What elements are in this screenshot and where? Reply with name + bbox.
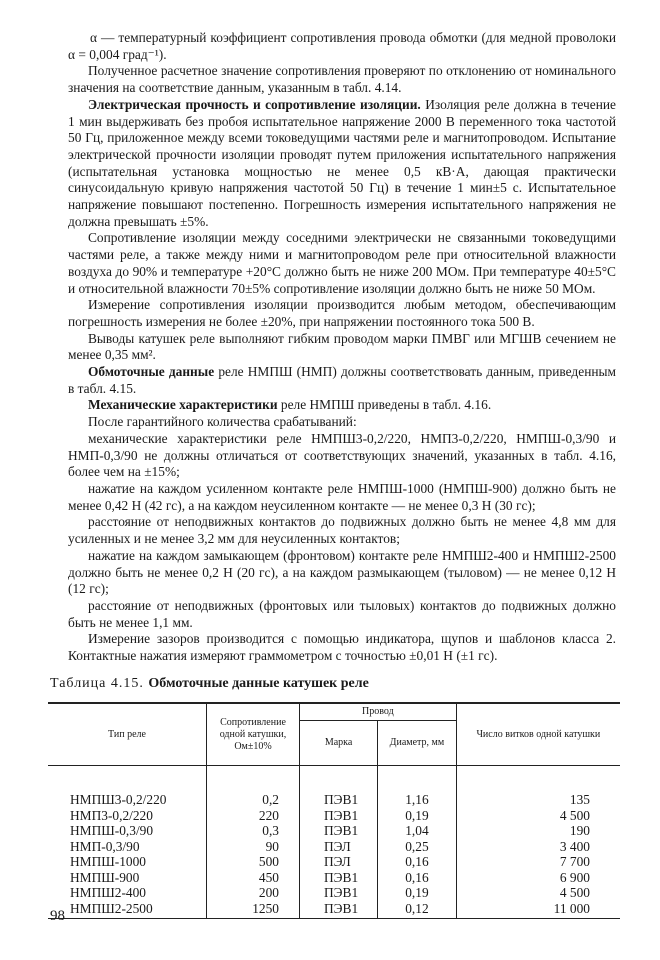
cell-resistance: 500 xyxy=(207,854,300,870)
header-wire: Провод xyxy=(300,703,457,721)
paragraph-text: реле НМПШ приведены в табл. 4.16. xyxy=(277,397,492,413)
paragraph: Полученное расчетное значение сопротивления проверяют по отклонению от номинального значения на соответствие данным, указанным в табл. 4.14. xyxy=(68,63,616,96)
cell-turns: 3 400 xyxy=(559,838,590,854)
table-row xyxy=(48,885,620,901)
text-body xyxy=(68,30,616,665)
paragraph: После гарантийного количества срабатываний: xyxy=(88,414,357,430)
cell-diameter: 0,19 xyxy=(378,885,457,901)
paragraph: Измерение сопротивления изоляции производится любым методом, обеспечивающим погрешность измерения не более ±20%, при напряжении постоянного тока 500 В. xyxy=(68,297,616,329)
paragraph: нажатие на каждом замыкающем (фронтовом) контакте реле НМПШ2-400 и НМПШ2-2500 должно быть не менее 0,2 Н (20 гс), а на каждом размыкающем (тыловом) — не менее 0,12 Н (12 гс); xyxy=(68,547,616,597)
cell-resistance: 0,3 xyxy=(207,823,300,839)
cell-mark: ПЭЛ xyxy=(300,854,378,870)
cell-mark: ПЭВ1 xyxy=(300,870,378,886)
winding-data-table xyxy=(48,702,620,919)
table-title: Обмоточные данные катушек реле xyxy=(148,676,369,691)
cell-diameter: 1,04 xyxy=(378,823,457,839)
cell-diameter: 0,16 xyxy=(378,870,457,886)
header-turns: Число витков одной катушки xyxy=(456,703,620,766)
paragraph: механические характеристики реле НМПШ3-0,2/220, НМП3-0,2/220, НМПШ-0,3/90 и НМП-0,3/90 не должны отличаться от соответствующих значений, указанных в табл. 4.16, более чем на ±15%; xyxy=(68,430,616,480)
cell-mark: ПЭВ1 xyxy=(300,766,378,808)
cell-turns: 190 xyxy=(569,823,590,838)
cell-type: НМПШ2-400 xyxy=(48,885,207,901)
cell-mark: ПЭВ1 xyxy=(300,808,378,824)
header-mark: Марка xyxy=(300,721,378,766)
cell-diameter: 0,25 xyxy=(378,839,457,855)
cell-turns: 4 500 xyxy=(559,885,590,900)
table-label: Таблица 4.15. xyxy=(50,676,144,691)
cell-resistance: 1250 xyxy=(207,901,300,919)
paragraph xyxy=(68,397,616,414)
table-row xyxy=(48,766,620,808)
cell-diameter: 0,19 xyxy=(378,808,457,824)
paragraph-text: Изоляция реле должна в течение 1 мин выдерживать без пробоя испытательное напряжение 2000 В переменного тока частотой 50 Гц, приложенное между всеми токоведущими частями реле и магнитопроводом. Испытание электрической прочности изоляции проводят путем приложения испытательного напряжения (испытательная установка мощностью не менее 0,5 кВ·А, дающая практически синусоидальную кривую напряжения частотой 50 Гц) в течение 1 мин±5 с. Испытательное напряжение повышают постепенно. Погрешность измерения испытательного напряжения не должна превышать ±5%. xyxy=(68,96,616,229)
cell-type: НМПШ-0,3/90 xyxy=(48,823,207,839)
header-type: Тип реле xyxy=(48,703,207,766)
cell-diameter: 1,16 xyxy=(378,766,457,808)
cell-resistance: 0,2 xyxy=(207,766,300,808)
cell-resistance: 200 xyxy=(207,885,300,901)
cell-mark: ПЭЛ xyxy=(300,839,378,855)
cell-diameter: 0,12 xyxy=(378,901,457,919)
cell-mark: ПЭВ1 xyxy=(300,885,378,901)
paragraph-heading: Обмоточные данные xyxy=(88,364,215,380)
cell-turns: 6 900 xyxy=(559,869,590,885)
cell-resistance: 90 xyxy=(207,839,300,855)
paragraph-heading: Электрическая прочность и сопротивление изоляции. xyxy=(88,96,421,112)
paragraph-text: реле НМПШ (НМП) должны соответствовать данным, приведенным в табл. 4.15. xyxy=(68,364,616,396)
table-row xyxy=(48,839,620,855)
paragraph: Выводы катушек реле выполняют гибким проводом марки ПМВГ или МГШВ сечением не менее 0,35 мм². xyxy=(68,330,616,363)
table-caption xyxy=(50,676,369,692)
cell-mark: ПЭВ1 xyxy=(300,823,378,839)
cell-type: НМП-0,3/90 xyxy=(48,839,207,855)
cell-turns: 135 xyxy=(569,792,590,807)
paragraph: Измерение зазоров производится с помощью индикатора, щупов и шаблонов класса 2. Контактные нажатия измеряют граммометром с точностью ±0,01 Н (±1 гс). xyxy=(68,631,616,664)
header-resistance: Сопротивление одной катушки, Ом±10% xyxy=(207,703,300,766)
cell-diameter: 0,16 xyxy=(378,854,457,870)
paragraph: расстояние от неподвижных (фронтовых или тыловых) контактов до подвижных должно быть не менее 1,1 мм. xyxy=(68,597,616,630)
paragraph: Сопротивление изоляции между соседними электрически не связанными токоведущими частями реле, а также между ними и магнитопроводом реле при относительной влажности воздуха до 90% и температуре +20°С должно быть не ниже 200 МОм. При температуре 40±5°С и относительной влажности 70±5% сопротивление изоляции должно быть не ниже 50 МОм. xyxy=(68,230,616,296)
cell-resistance: 450 xyxy=(207,870,300,886)
paragraph xyxy=(68,364,616,397)
table-row xyxy=(48,823,620,839)
paragraph: расстояние от неподвижных контактов до подвижных должно быть не менее 4,8 мм для усиленных и не менее 3,2 мм для неусиленных контактов; xyxy=(68,514,616,547)
header-diameter: Диаметр, мм xyxy=(378,721,457,766)
cell-type: НМПШ2-2500 xyxy=(48,901,207,919)
cell-mark: ПЭВ1 xyxy=(300,901,378,919)
table-row xyxy=(48,808,620,824)
paragraph-heading: Механические характеристики xyxy=(88,397,278,413)
paragraph: нажатие на каждом усиленном контакте реле НМПШ-1000 (НМПШ-900) должно быть не менее 0,42 Н (42 гс), а на каждом неусиленном контакте — не менее 0,3 Н (30 гс); xyxy=(68,480,616,513)
table-row xyxy=(48,854,620,870)
cell-type: НМПШ-900 xyxy=(48,870,207,886)
cell-type: НМПШ3-0,2/220 xyxy=(48,766,207,808)
cell-type: НМПШ-1000 xyxy=(48,854,207,870)
cell-turns: 4 500 xyxy=(559,807,590,823)
paragraph xyxy=(68,97,616,231)
paragraph: α — температурный коэффициент сопротивления провода обмотки (для медной проволоки α = 0,004 град⁻¹). xyxy=(68,30,616,62)
table-row xyxy=(48,901,620,919)
table-row xyxy=(48,870,620,886)
cell-type: НМП3-0,2/220 xyxy=(48,808,207,824)
cell-turns: 7 700 xyxy=(559,854,590,869)
page-number: 98 xyxy=(50,908,65,924)
cell-resistance: 220 xyxy=(207,808,300,824)
cell-turns: 11 000 xyxy=(456,901,620,919)
